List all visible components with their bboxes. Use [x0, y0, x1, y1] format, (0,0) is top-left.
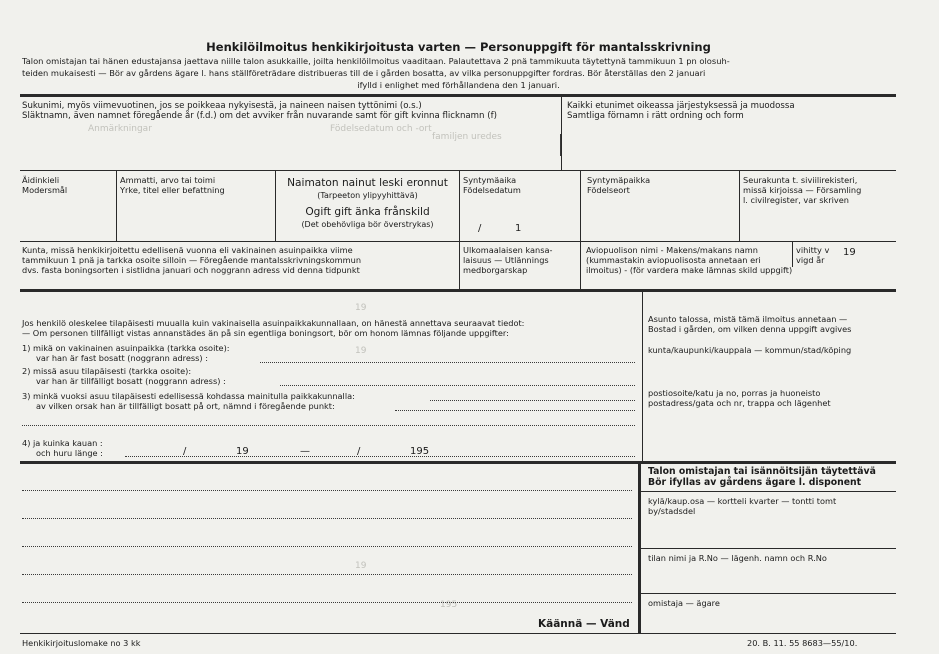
- given-names-label-sv: Samtliga förnamn i rätt ordning och form: [567, 111, 744, 121]
- blank-line[interactable]: [22, 546, 632, 547]
- permanent-address-label: 1) mikä on vakinainen asuinpaikka (tarkka osoite):: [22, 343, 230, 353]
- spouse-label: Aviopuolison nimi - Makens/makans namn: [586, 245, 758, 255]
- temporary-residence-intro: Jos henkilö oleskelee tilapäisesti muualla kuin vakinaisella asuinpaikkakunnallaan, on hänestä annettava seuraavat tiedot:: [22, 318, 525, 328]
- date-separator: /: [183, 446, 187, 457]
- nationality-label: laisuus — Utlännings: [463, 255, 549, 265]
- permanent-address-label-sv: var han är fast bosatt (noggrann adress) :: [36, 353, 208, 363]
- married-year-label-sv: vigd år: [796, 255, 825, 265]
- marital-status-options: Naimaton nainut leski eronnut: [287, 177, 448, 189]
- married-year-prefix: 19: [843, 247, 856, 258]
- reason-field[interactable]: [395, 410, 635, 411]
- intro-text: Talon omistajan tai hänen edustajansa jaettava niille talon asukkaille, joilta henkilöilmoitus vaaditaan. Palautettava 2 pnä tammikuuta täytettynä tammikuun 1 pn olosuh-: [22, 56, 730, 66]
- ghost-text: 19: [355, 346, 367, 356]
- section-divider: [20, 94, 896, 97]
- blank-line[interactable]: [22, 490, 632, 491]
- dwelling-label-sv: Bostad i gården, om vilken denna uppgift avgives: [648, 324, 852, 334]
- birthplace-label: Syntymäpaikka: [587, 175, 651, 185]
- temporary-address-label: 2) missä asuu tilapäisesti (tarkka osoite):: [22, 366, 192, 376]
- birthdate-separator: 1: [515, 223, 522, 234]
- ghost-text: 19: [355, 303, 367, 313]
- year-prefix: 19: [236, 446, 249, 457]
- range-dash: —: [300, 446, 310, 457]
- nationality-label-sv: medborgarskap: [463, 265, 528, 275]
- ghost-text: familjen uredes: [432, 132, 502, 142]
- reason-field[interactable]: [430, 400, 635, 401]
- owner-box-title-sv: Bör ifyllas av gårdens ägare l. disponent: [648, 477, 862, 488]
- occupation-label-sv: Yrke, titel eller befattning: [120, 185, 225, 195]
- temporary-address-label-sv: var han är tillfälligt bosatt (noggrann adress) :: [36, 376, 226, 386]
- mother-tongue-label: Äidinkieli: [22, 175, 60, 185]
- blank-line[interactable]: [22, 602, 632, 603]
- ghost-text: 19: [355, 561, 367, 571]
- year-prefix: 195: [410, 446, 430, 457]
- temporary-residence-intro-sv: — Om personen tillfälligt vistas annanstädes än på sin egentliga boningsort, bör om honom lämnas följande uppgifter:: [22, 328, 509, 338]
- birthdate-label: Syntymäaika: [463, 175, 517, 185]
- owner-label: omistaja — ägare: [648, 598, 720, 608]
- intro-text: ifylld i enlighet med förhållandena den 1 januari.: [357, 80, 560, 90]
- block-plot-label-sv: by/stadsdel: [648, 506, 696, 516]
- previous-municipality-label: Kunta, missä henkikirjoitettu edellisenä vuonna eli vakinainen asuinpaikka viime: [22, 245, 353, 255]
- birthdate-label-sv: Födelsedatum: [463, 185, 521, 195]
- parish-label-sv: missä kirjoissa — Församling: [743, 185, 862, 195]
- ghost-text: Födelsedatum och -ort: [330, 124, 432, 134]
- marital-status-options-sv: Ogift gift änka frånskild: [305, 206, 430, 218]
- birthdate-separator: /: [478, 223, 482, 234]
- postal-address-label: postiosoite/katu ja no, porras ja huoneisto: [648, 388, 821, 398]
- date-separator: /: [357, 446, 361, 457]
- parish-label: Seurakunta t. siviilirekisteri,: [743, 175, 858, 185]
- estate-name-label: tilan nimi ja R.No — lägenh. namn och R.No: [648, 553, 827, 563]
- reason-label: 3) minkä vuoksi asuu tilapäisesti edellisessä kohdassa mainitulla paikkakunnalla:: [22, 391, 355, 401]
- marital-status-note: (Tarpeeton ylipyyhittävä): [317, 191, 418, 200]
- previous-municipality-label-sv: dvs. fasta boningsorten i sistlidna januari och noggrann adress vid denna tidpunkt: [22, 265, 360, 275]
- blank-line[interactable]: [22, 518, 632, 519]
- given-names-label: Kaikki etunimet oikeassa järjestyksessä ja muodossa: [567, 101, 795, 111]
- turn-over-note: Käännä — Vänd: [538, 618, 630, 630]
- married-year-label: vihitty v: [796, 245, 830, 255]
- duration-label-sv: och huru länge :: [36, 448, 103, 458]
- permanent-address-field[interactable]: [260, 362, 635, 363]
- owner-box-title: Talon omistajan tai isännöitsijän täytettävä: [648, 466, 876, 477]
- intro-text: teiden mukaisesti — Bör av gårdens ägare l. hans ställföreträdare distribueras till de i gården bosatta, av vilka personuppgifter fordras. Bör återställas den 2 januari: [22, 68, 706, 78]
- municipality-label: kunta/kaupunki/kauppala — kommun/stad/köping: [648, 345, 852, 355]
- print-code: 20. B. 11. 55 8683—55/10.: [747, 638, 858, 648]
- occupation-label: Ammatti, arvo tai toimi: [120, 175, 216, 185]
- blank-line[interactable]: [22, 574, 632, 575]
- form-title: Henkilöilmoitus henkikirjoitusta varten — Personuppgift för mantalsskrivning: [206, 40, 711, 54]
- previous-municipality-label: tammikuun 1 pnä ja tarkka osoite silloin — Föregående mantalsskrivningskommun: [22, 255, 362, 265]
- parish-label-sv: l. civilregister, var skriven: [743, 195, 849, 205]
- postal-address-label-sv: postadress/gata och nr, trappa och lägenhet: [648, 398, 831, 408]
- spouse-label: (kummastakin aviopuolisosta annetaan eri: [586, 255, 761, 265]
- nationality-label: Ulkomaalaisen kansa-: [463, 245, 553, 255]
- surname-label: Sukunimi, myös viimevuotinen, jos se poikkeaa nykyisestä, ja naineen naisen tyttönimi (o.s.): [22, 101, 422, 111]
- block-plot-label: kylä/kaup.osa — kortteli kvarter — tontti tomt: [648, 496, 837, 506]
- spouse-label-sv: ilmoitus) - (för vardera make lämnas skild uppgift): [586, 265, 793, 275]
- ghost-text: Anmärkningar: [88, 124, 152, 134]
- birthplace-label-sv: Födelseort: [587, 185, 630, 195]
- duration-field[interactable]: [125, 456, 635, 457]
- ghost-text: 195: [440, 600, 458, 610]
- form-number: Henkikirjoituslomake no 3 kk: [22, 638, 141, 648]
- surname-label-sv: Släktnamn, även namnet föregående år (f.d.) om det avviker från nuvarande samt för gift kvinna flicknamn (f): [22, 111, 497, 121]
- dwelling-label: Asunto talossa, mistä tämä ilmoitus annetaan —: [648, 314, 848, 324]
- section-divider: [20, 289, 896, 292]
- reason-label-sv: av vilken orsak han är tillfälligt bosatt på ort, nämnd i föregående punkt:: [36, 401, 335, 411]
- marital-status-note-sv: (Det obehövliga bör överstrykas): [301, 220, 434, 229]
- duration-label: 4) ja kuinka kauan :: [22, 438, 103, 448]
- mother-tongue-label-sv: Modersmål: [22, 185, 68, 195]
- reason-field[interactable]: [22, 425, 635, 426]
- temporary-address-field[interactable]: [280, 385, 635, 386]
